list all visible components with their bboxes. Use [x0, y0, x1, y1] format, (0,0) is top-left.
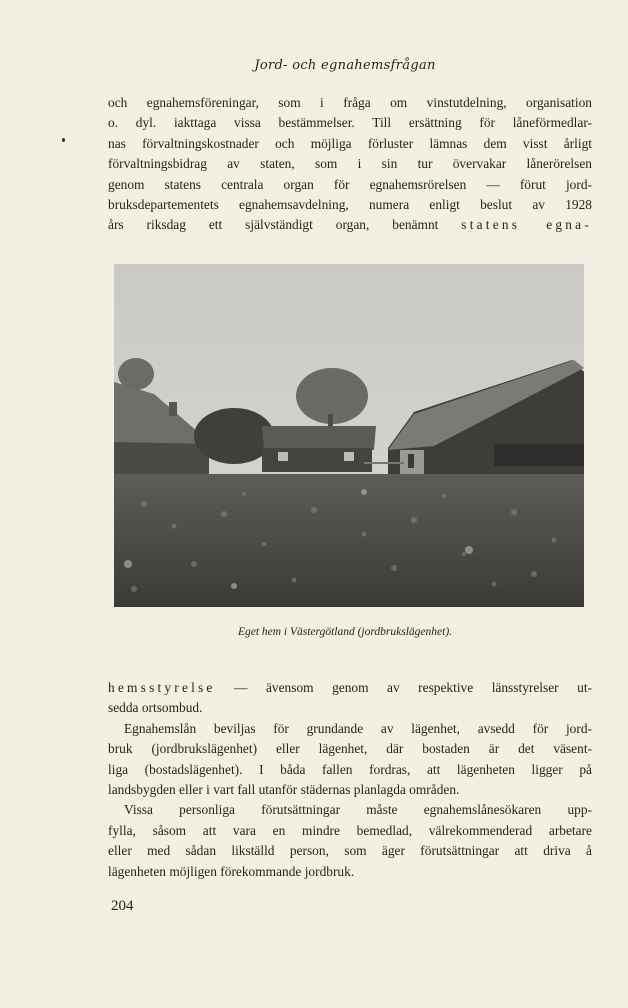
text-line: lägenheten möjligen förekommande jordbruk.	[108, 863, 355, 879]
farmstead-image	[114, 264, 584, 607]
farm-photograph	[114, 264, 584, 607]
text-line: fylla, såsom att vara en mindre bemedlad, välrekommenderad arbetare	[108, 822, 592, 838]
photo-caption: Eget hem i Västergötland (jordbrukslägenhet).	[237, 626, 453, 638]
spaced-text: statens egna-	[461, 217, 592, 233]
text-line: nas förvaltningskostnader och möjliga förluster lämnas dem visst årligt	[108, 135, 592, 151]
text-line: Vissa personliga förutsättningar måste egnahemslånesökaren upp-	[124, 802, 592, 818]
text-line: och egnahemsföreningar, som i fråga om vinstutdelning, organisation	[108, 95, 592, 110]
spaced-text: hemsstyrelse	[108, 680, 216, 695]
ink-speck	[62, 138, 65, 142]
text-line-with-spaced	[108, 215, 592, 235]
text-segment: års riksdag ett självständigt organ, benämnt	[108, 217, 439, 233]
text-line: förvaltningsbidrag av staten, som i sin tur övervakar lånerörelsen	[108, 156, 592, 172]
text-line: sedda ortsombud.	[108, 700, 203, 716]
text-line: o. dyl. iakttaga vissa bestämmelser. Till ersättning för låneförmedlar-	[108, 115, 592, 131]
text-line: liga (bostadslägenhet). I båda fallen fordras, att lägenheten ligger på	[108, 761, 592, 777]
paragraph-bottom	[108, 678, 592, 882]
running-title: Jord- och egnahemsfrågan	[254, 58, 436, 73]
text-segment: — ävensom genom av respektive länsstyrelser ut-	[215, 680, 592, 695]
text-line: landsbygden eller i vart fall utanför städernas planlagda områden.	[108, 782, 460, 798]
text-line: Egnahemslån beviljas för grundande av lägenhet, avsedd för jord-	[124, 720, 592, 736]
page-number: 204	[111, 898, 134, 914]
text-line: bruksdepartementets egnahemsavdelning, numera enligt beslut av 1928	[108, 197, 592, 213]
text-line: genom statens centrala organ för egnahemsrörelsen — förut jord-	[108, 176, 592, 192]
paragraph-top	[108, 93, 592, 236]
text-line: eller med sådan likställd person, som äger förutsättningar att driva å	[108, 843, 592, 859]
text-line-with-spaced	[108, 678, 592, 698]
text-line: bruk (jordbrukslägenhet) eller lägenhet, där bostaden är det väsent-	[108, 741, 592, 757]
